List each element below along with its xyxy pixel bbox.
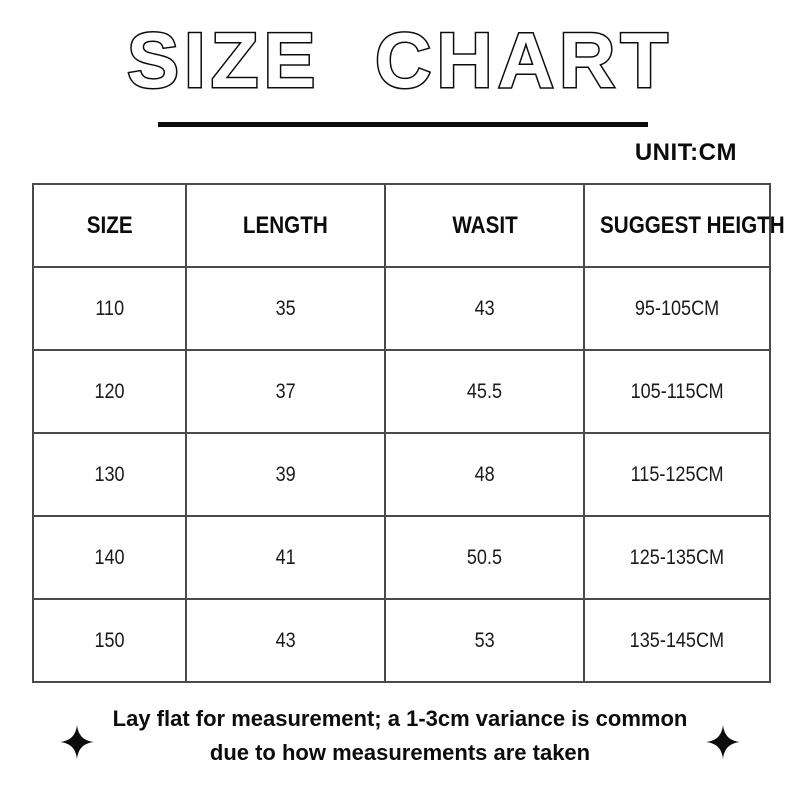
header-row <box>33 184 770 267</box>
cell-waist: 45.5 <box>385 350 584 433</box>
unit-label: UNIT:CM <box>634 139 737 166</box>
measurement-note <box>0 702 800 770</box>
cell-length: 35 <box>186 267 385 350</box>
sparkle-icon <box>706 722 740 762</box>
cell-waist: 48 <box>385 433 584 516</box>
col-header-waist <box>385 184 584 267</box>
cell-height-range: 115-125CM <box>584 433 770 516</box>
table-row <box>33 516 770 599</box>
col-header-waist-label: WASIT <box>451 211 518 239</box>
cell-height-range: 125-135CM <box>584 516 770 599</box>
cell-height-range: 105-115CM <box>584 350 770 433</box>
col-header-size <box>33 184 186 267</box>
cell-size: 110 <box>33 267 186 350</box>
cell-length: 41 <box>186 516 385 599</box>
col-header-length <box>186 184 385 267</box>
measurement-note-line2: due to how measurements are taken <box>209 740 591 765</box>
cell-size: 140 <box>33 516 186 599</box>
measurement-note-line1: Lay flat for measurement; a 1-3cm variance is common <box>112 706 688 731</box>
col-header-size-label: SIZE <box>86 211 133 239</box>
cell-size: 120 <box>33 350 186 433</box>
table-row <box>33 433 770 516</box>
col-header-suggest-height-label: SUGGEST HEIGTH <box>600 211 785 239</box>
title-underline <box>158 122 648 127</box>
cell-height-range: 95-105CM <box>584 267 770 350</box>
col-header-suggest-height <box>584 184 785 267</box>
page-title: SIZE CHART <box>127 16 673 104</box>
cell-waist: 53 <box>385 599 584 682</box>
cell-length: 37 <box>186 350 385 433</box>
cell-waist: 50.5 <box>385 516 584 599</box>
cell-waist: 43 <box>385 267 584 350</box>
col-header-length-label: LENGTH <box>243 211 328 239</box>
size-table <box>32 183 785 683</box>
table-row <box>33 599 770 682</box>
table-row <box>33 267 770 350</box>
cell-size: 130 <box>33 433 186 516</box>
cell-length: 39 <box>186 433 385 516</box>
table-row <box>33 350 770 433</box>
cell-size: 150 <box>33 599 186 682</box>
cell-length: 43 <box>186 599 385 682</box>
cell-height-range: 135-145CM <box>584 599 770 682</box>
